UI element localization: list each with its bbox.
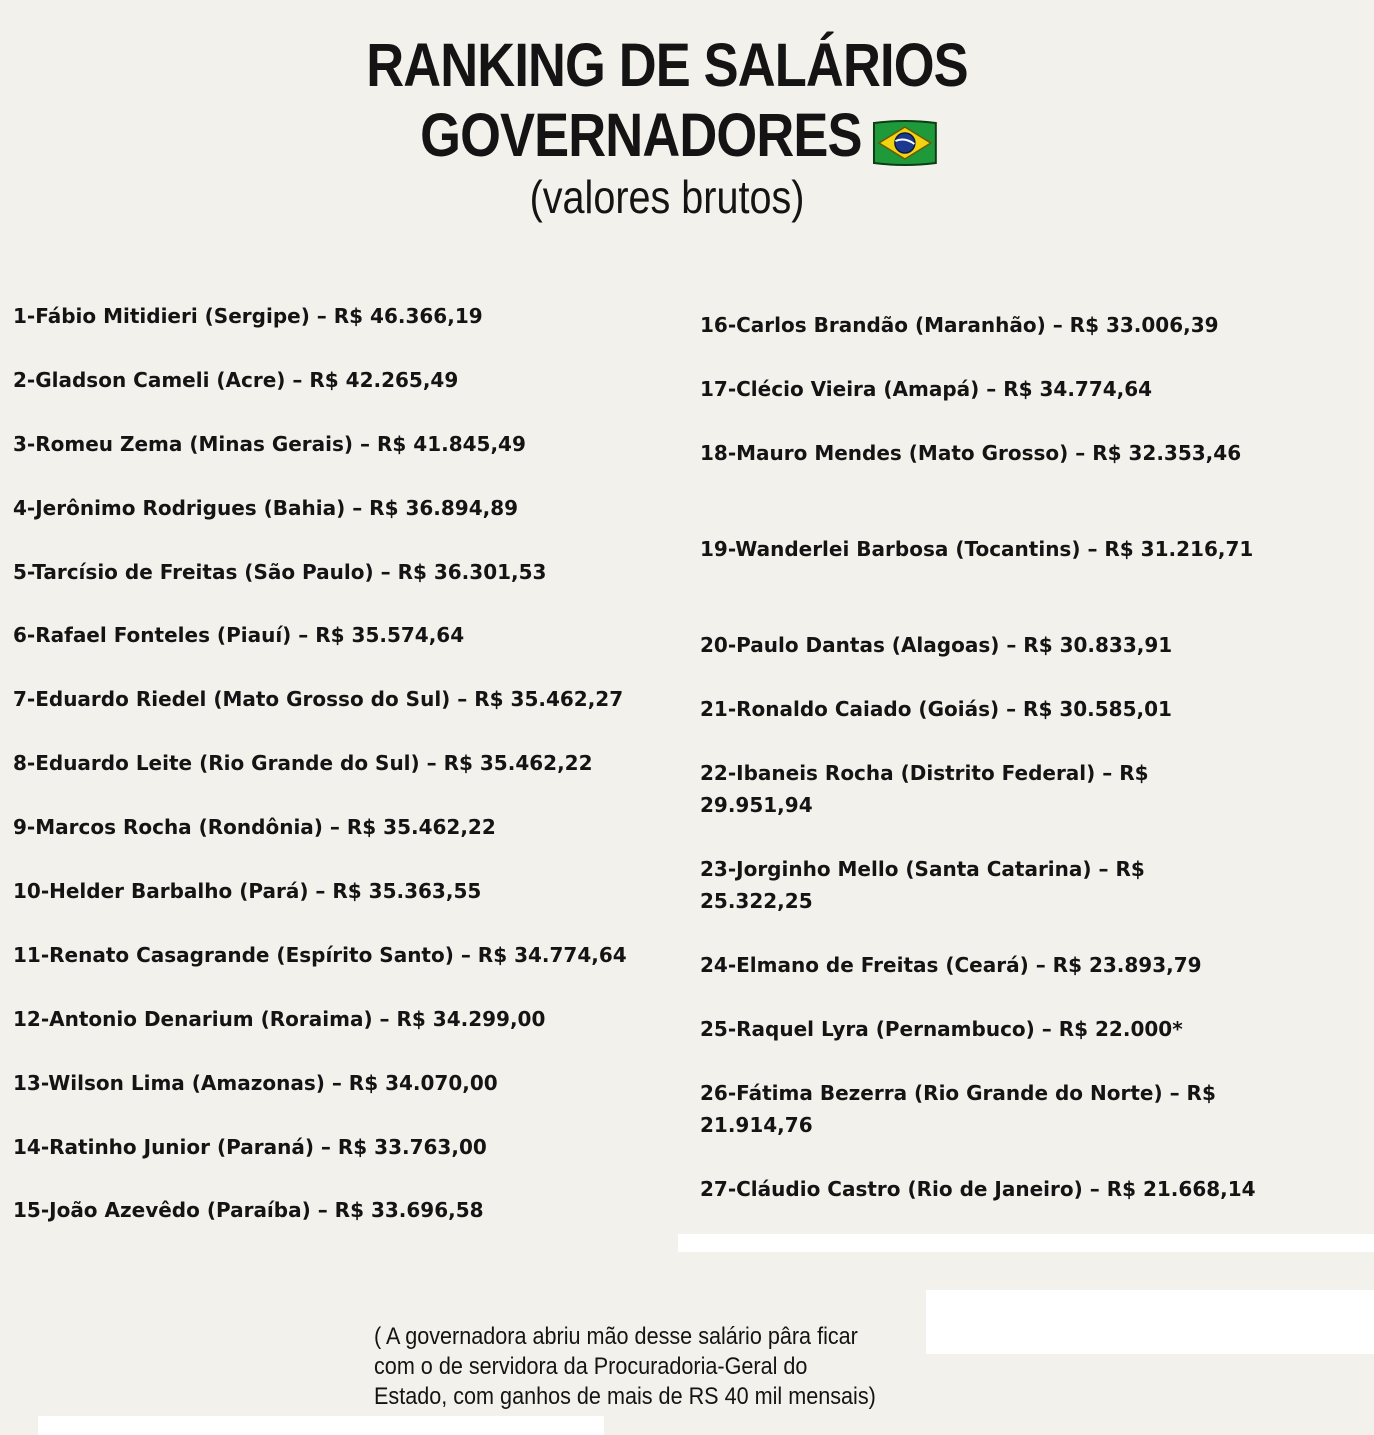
white-patch [678, 1234, 1374, 1252]
ranking-entry: 17-Clécio Vieira (Amapá) – R$ 34.774,64 [700, 377, 1153, 401]
ranking-entry: 13-Wilson Lima (Amazonas) – R$ 34.070,00 [13, 1070, 498, 1095]
ranking-entry: 20-Paulo Dantas (Alagoas) – R$ 30.833,91 [700, 633, 1173, 657]
footnote: ( A governadora abriu mão desse salário pâra ficar com o de servidora da Procuradoria-Geral do Estado, com ganhos de mais de RS 40 mil mensais) [374, 1323, 876, 1410]
ranking-entry: 23-Jorginho Mello (Santa Catarina) – R$ 25.322,25 [700, 857, 1145, 913]
white-patch [38, 1416, 604, 1435]
ranking-entry: 25-Raquel Lyra (Pernambuco) – R$ 22.000* [700, 1017, 1183, 1041]
ranking-entry: 27-Cláudio Castro (Rio de Janeiro) – R$ 21.668,14 [700, 1177, 1256, 1201]
ranking-entry: 19-Wanderlei Barbosa (Tocantins) – R$ 31.216,71 [700, 537, 1254, 561]
ranking-entry: 1-Fábio Mitidieri (Sergipe) – R$ 46.366,19 [13, 304, 483, 328]
page-title-line-1: RANKING DE SALÁRIOS [366, 31, 968, 99]
ranking-column-right [700, 309, 1260, 1269]
ranking-entry: 4-Jerônimo Rodrigues (Bahia) – R$ 36.894,89 [13, 495, 519, 520]
ranking-entry: 12-Antonio Denarium (Roraima) – R$ 34.299,00 [13, 1006, 546, 1031]
ranking-entry: 2-Gladson Cameli (Acre) – R$ 42.265,49 [13, 367, 459, 392]
ranking-entry: 10-Helder Barbalho (Pará) – R$ 35.363,55 [13, 879, 482, 904]
ranking-entry: 22-Ibaneis Rocha (Distrito Federal) – R$ 29.951,94 [700, 761, 1149, 817]
ranking-entry: 18-Mauro Mendes (Mato Grosso) – R$ 32.353,46 [700, 441, 1242, 465]
ranking-entry: 11-Renato Casagrande (Espírito Santo) – R$ 34.774,64 [13, 942, 627, 967]
ranking-entry: 15-João Azevêdo (Paraíba) – R$ 33.696,58 [13, 1198, 484, 1223]
page-title-line-2: GOVERNADORES [420, 101, 862, 169]
title-block [0, 30, 1334, 224]
ranking-entry: 5-Tarcísio de Freitas (São Paulo) – R$ 36.301,53 [13, 559, 547, 584]
ranking-entry: 16-Carlos Brandão (Maranhão) – R$ 33.006,39 [700, 313, 1219, 337]
page-subtitle: (valores brutos) [529, 171, 805, 223]
ranking-entry: 3-Romeu Zema (Minas Gerais) – R$ 41.845,49 [13, 431, 526, 456]
ranking-entry: 21-Ronaldo Caiado (Goiás) – R$ 30.585,01 [700, 697, 1172, 721]
ranking-entry: 24-Elmano de Freitas (Ceará) – R$ 23.893,79 [700, 953, 1202, 977]
ranking-entry: 26-Fátima Bezerra (Rio Grande do Norte) – R$ 21.914,76 [700, 1081, 1216, 1137]
white-patch [926, 1290, 1374, 1354]
ranking-column-left [13, 300, 673, 1258]
page-title-line-2-row [112, 100, 1242, 170]
ranking-entry: 6-Rafael Fonteles (Piauí) – R$ 35.574,64 [13, 623, 465, 648]
ranking-entry: 7-Eduardo Riedel (Mato Grosso do Sul) – R$ 35.462,27 [13, 687, 624, 712]
ranking-entry: 14-Ratinho Junior (Paraná) – R$ 33.763,00 [13, 1134, 487, 1159]
brazil-flag-icon [871, 111, 939, 159]
ranking-entry: 8-Eduardo Leite (Rio Grande do Sul) – R$ 35.462,22 [13, 751, 593, 776]
ranking-entry: 9-Marcos Rocha (Rondônia) – R$ 35.462,22 [13, 815, 496, 840]
